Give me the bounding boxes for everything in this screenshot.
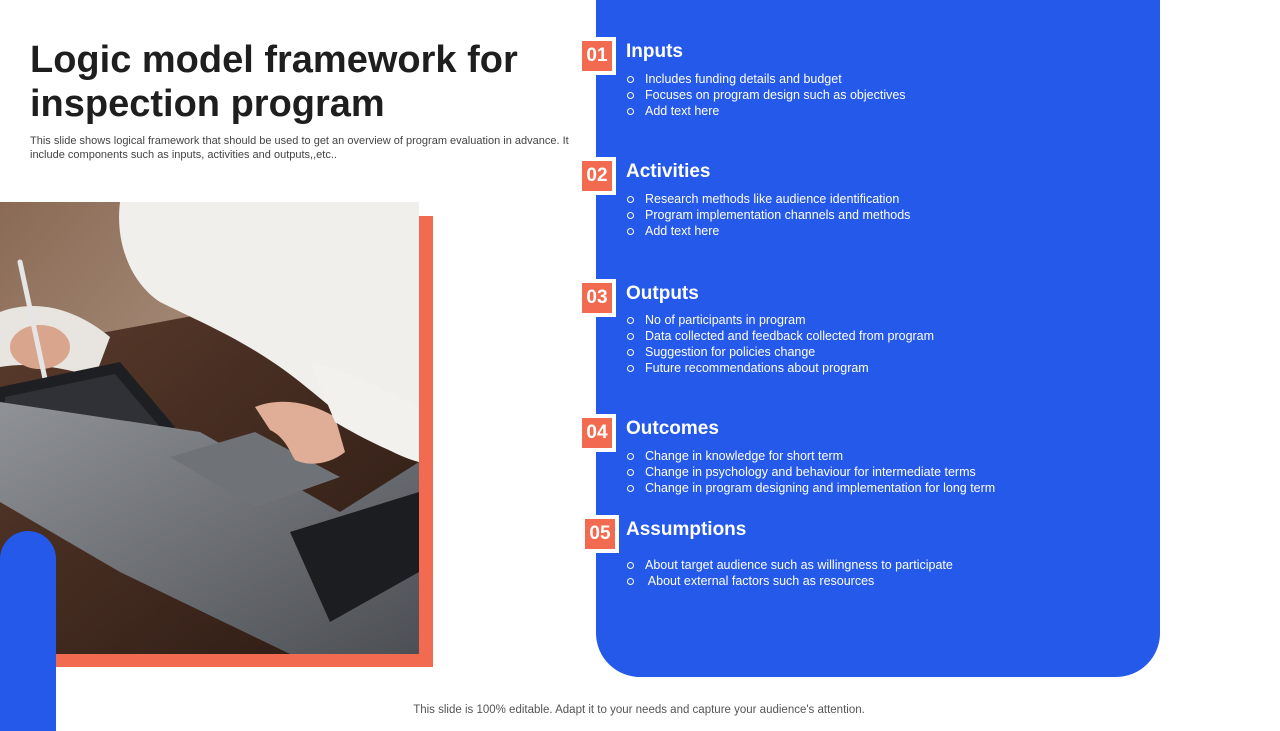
bullet-list — [626, 71, 906, 119]
section-title: Activities — [626, 161, 711, 182]
bullet-item: Includes funding details and budget — [626, 71, 906, 87]
bullet-item: About external factors such as resources — [626, 573, 953, 589]
section-title: Outputs — [626, 283, 699, 304]
section-number: 04 — [582, 418, 612, 448]
bullet-item: Suggestion for policies change — [626, 344, 934, 360]
bullet-item: Future recommendations about program — [626, 360, 934, 376]
bullet-item: Focuses on program design such as objectives — [626, 87, 906, 103]
bullet-item: Change in psychology and behaviour for intermediate terms — [626, 464, 995, 480]
bullet-item: Program implementation channels and methods — [626, 207, 910, 223]
section-number: 05 — [585, 519, 615, 549]
section-number-badge — [578, 157, 616, 195]
section-title: Inputs — [626, 41, 683, 62]
bullet-item: Change in program designing and implementation for long term — [626, 480, 995, 496]
section-number-badge — [581, 515, 619, 553]
bullet-list — [626, 191, 910, 239]
section-number-badge — [578, 37, 616, 75]
slide-subtitle: This slide shows logical framework that should be used to get an overview of program evaluation in advance. It include components such as inputs, activities and outputs,,etc.. — [30, 135, 569, 161]
section-title: Assumptions — [626, 519, 747, 540]
bullet-list — [626, 557, 953, 589]
bullet-item: Add text here — [626, 223, 910, 239]
bullet-item: Data collected and feedback collected from program — [626, 328, 934, 344]
section-number: 01 — [582, 41, 612, 71]
footer-note: This slide is 100% editable. Adapt it to your needs and capture your audience's attention. — [413, 704, 865, 716]
section-title: Outcomes — [626, 418, 719, 439]
section-number: 02 — [582, 161, 612, 191]
bullet-item: Change in knowledge for short term — [626, 448, 995, 464]
decorative-blue-pill — [0, 531, 56, 731]
bullet-list — [626, 312, 934, 376]
section-number-badge — [578, 414, 616, 452]
bullet-item: Research methods like audience identification — [626, 191, 910, 207]
bullet-item: Add text here — [626, 103, 906, 119]
section-number: 03 — [582, 283, 612, 313]
bullet-list — [626, 448, 995, 496]
section-number-badge — [578, 279, 616, 317]
laptop-photo — [0, 202, 419, 654]
bullet-item: No of participants in program — [626, 312, 934, 328]
slide-title: Logic model framework for inspection program — [30, 39, 518, 125]
bullet-item: About target audience such as willingness to participate — [626, 557, 953, 573]
